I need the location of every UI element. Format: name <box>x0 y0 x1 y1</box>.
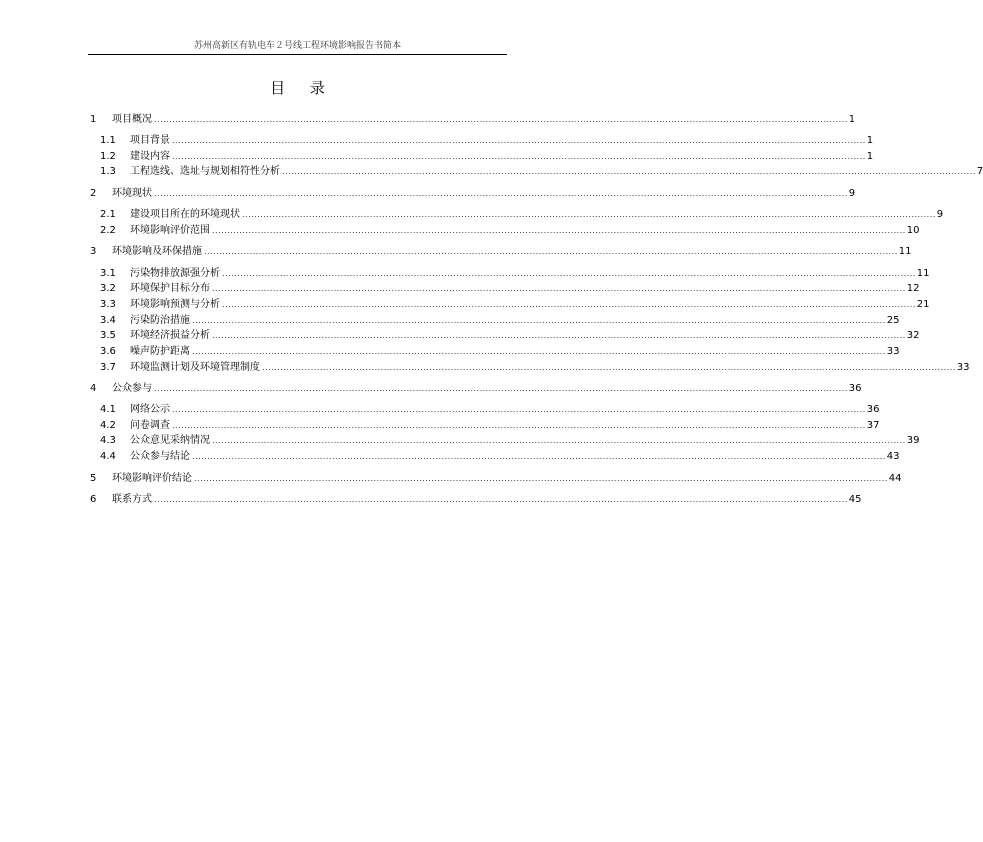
toc-dot-leader: .................................................................................................................................................................................................................................... <box>262 363 956 372</box>
toc-entry-number: 4.1 <box>100 404 116 415</box>
toc-entry[interactable] <box>90 281 920 295</box>
toc-entry-page-number: 9 <box>936 209 944 220</box>
toc-dot-leader: .................................................................................................................................................................................................................................... <box>192 316 886 325</box>
toc-entry-page-number: 12 <box>906 283 920 294</box>
toc-entry-label: 环境影响评价范围 <box>130 225 210 236</box>
toc-entry-number: 1 <box>90 114 97 125</box>
toc-entry-number: 1.3 <box>100 166 116 177</box>
toc-entry-page-number: 1 <box>848 114 856 125</box>
toc-entry-number: 4.2 <box>100 420 116 431</box>
toc-entry-number: 4 <box>90 383 97 394</box>
toc-entry[interactable] <box>90 360 970 374</box>
toc-dot-leader: .................................................................................................................................................................................................................................... <box>154 495 848 504</box>
toc-entry-label: 公众意见采纳情况 <box>130 435 210 446</box>
toc-entry[interactable] <box>90 449 900 463</box>
toc-entry-label: 环境影响评价结论 <box>112 473 192 484</box>
toc-entry[interactable] <box>90 133 874 147</box>
toc-entry-number: 2.2 <box>100 225 116 236</box>
toc-dot-leader: .................................................................................................................................................................................................................................... <box>212 226 906 235</box>
toc-entry[interactable] <box>90 112 856 126</box>
toc-entry[interactable] <box>90 492 862 506</box>
toc-entry[interactable] <box>90 344 900 358</box>
toc-dot-leader: .................................................................................................................................................................................................................................... <box>212 436 906 445</box>
toc-entry-label: 项目概况 <box>112 114 152 125</box>
toc-dot-leader: .................................................................................................................................................................................................................................... <box>282 167 976 176</box>
toc-entry[interactable] <box>90 164 983 178</box>
toc-entry[interactable] <box>90 186 856 200</box>
toc-entry-label: 环境现状 <box>112 188 152 199</box>
toc-entry-number: 4.4 <box>100 451 116 462</box>
table-of-contents <box>90 0 983 842</box>
toc-dot-leader: .................................................................................................................................................................................................................................... <box>172 421 866 430</box>
toc-entry-number: 6 <box>90 494 97 505</box>
toc-entry[interactable] <box>90 433 920 447</box>
toc-entry-page-number: 43 <box>886 451 900 462</box>
toc-dot-leader: .................................................................................................................................................................................................................................... <box>212 284 906 293</box>
toc-entry-number: 3.5 <box>100 330 116 341</box>
toc-entry-page-number: 7 <box>976 166 983 177</box>
toc-entry[interactable] <box>90 313 900 327</box>
toc-entry-number: 5 <box>90 473 97 484</box>
toc-dot-leader: .................................................................................................................................................................................................................................... <box>242 210 936 219</box>
toc-entry-label: 工程选线、选址与规划相符性分析 <box>130 166 280 177</box>
toc-entry-page-number: 36 <box>848 383 862 394</box>
toc-dot-leader: .................................................................................................................................................................................................................................... <box>212 331 906 340</box>
toc-entry-label: 建设项目所在的环境现状 <box>130 209 240 220</box>
toc-entry-page-number: 11 <box>898 246 912 257</box>
toc-entry-label: 环境保护目标分布 <box>130 283 210 294</box>
toc-entry[interactable] <box>90 244 912 258</box>
toc-dot-leader: .................................................................................................................................................................................................................................... <box>172 405 866 414</box>
toc-entry-page-number: 44 <box>888 473 902 484</box>
toc-entry-number: 3.7 <box>100 362 116 373</box>
toc-dot-leader: .................................................................................................................................................................................................................................... <box>154 384 848 393</box>
toc-dot-leader: .................................................................................................................................................................................................................................... <box>192 347 886 356</box>
toc-entry-page-number: 25 <box>886 315 900 326</box>
toc-entry-page-number: 33 <box>886 346 900 357</box>
toc-entry-page-number: 33 <box>956 362 970 373</box>
toc-entry-number: 4.3 <box>100 435 116 446</box>
toc-entry-number: 2 <box>90 188 97 199</box>
toc-entry-number: 3.4 <box>100 315 116 326</box>
toc-dot-leader: .................................................................................................................................................................................................................................... <box>204 247 898 256</box>
toc-entry-label: 公众参与 <box>112 383 152 394</box>
toc-entry-page-number: 9 <box>848 188 856 199</box>
toc-entry-number: 1.2 <box>100 151 116 162</box>
toc-entry-label: 项目背景 <box>130 135 170 146</box>
toc-dot-leader: .................................................................................................................................................................................................................................... <box>172 136 866 145</box>
toc-entry[interactable] <box>90 402 880 416</box>
toc-entry-number: 3 <box>90 246 97 257</box>
toc-dot-leader: .................................................................................................................................................................................................................................... <box>172 152 866 161</box>
toc-entry-page-number: 21 <box>916 299 930 310</box>
toc-entry-number: 3.3 <box>100 299 116 310</box>
toc-entry[interactable] <box>90 297 930 311</box>
toc-entry-page-number: 45 <box>848 494 862 505</box>
toc-entry-number: 2.1 <box>100 209 116 220</box>
toc-entry-page-number: 36 <box>866 404 880 415</box>
toc-entry-label: 污染物排放源强分析 <box>130 268 220 279</box>
toc-entry-label: 建设内容 <box>130 151 170 162</box>
toc-entry-page-number: 32 <box>906 330 920 341</box>
toc-dot-leader: .................................................................................................................................................................................................................................... <box>154 115 848 124</box>
toc-entry-label: 环境监测计划及环境管理制度 <box>130 362 260 373</box>
toc-entry-page-number: 1 <box>866 135 874 146</box>
toc-entry-label: 环境影响预测与分析 <box>130 299 220 310</box>
toc-entry-number: 3.1 <box>100 268 116 279</box>
toc-entry-number: 3.2 <box>100 283 116 294</box>
toc-dot-leader: .................................................................................................................................................................................................................................... <box>222 300 916 309</box>
toc-entry[interactable] <box>90 223 920 237</box>
toc-entry[interactable] <box>90 471 902 485</box>
toc-entry-label: 网络公示 <box>130 404 170 415</box>
toc-title: 目 录 <box>270 79 335 97</box>
toc-entry-label: 问卷调查 <box>130 420 170 431</box>
toc-entry[interactable] <box>90 266 930 280</box>
toc-entry-label: 环境经济损益分析 <box>130 330 210 341</box>
toc-entry[interactable] <box>90 207 944 221</box>
toc-entry[interactable] <box>90 328 920 342</box>
toc-dot-leader: .................................................................................................................................................................................................................................... <box>192 452 886 461</box>
toc-entry-page-number: 37 <box>866 420 880 431</box>
toc-entry[interactable] <box>90 418 880 432</box>
toc-dot-leader: .................................................................................................................................................................................................................................... <box>194 474 888 483</box>
toc-entry-page-number: 10 <box>906 225 920 236</box>
toc-entry-page-number: 11 <box>916 268 930 279</box>
toc-entry-label: 环境影响及环保措施 <box>112 246 202 257</box>
toc-entry-label: 污染防治措施 <box>130 315 190 326</box>
toc-entry-page-number: 39 <box>906 435 920 446</box>
toc-dot-leader: .................................................................................................................................................................................................................................... <box>154 189 848 198</box>
toc-entry-label: 公众参与结论 <box>130 451 190 462</box>
running-header: 苏州高新区有轨电车２号线工程环境影响报告书简本 <box>193 41 401 51</box>
toc-entry-label: 联系方式 <box>112 494 152 505</box>
toc-dot-leader: .................................................................................................................................................................................................................................... <box>222 269 916 278</box>
toc-entry-label: 噪声防护距离 <box>130 346 190 357</box>
toc-entry-page-number: 1 <box>866 151 874 162</box>
toc-entry-number: 1.1 <box>100 135 116 146</box>
toc-entry[interactable] <box>90 149 874 163</box>
toc-entry[interactable] <box>90 381 862 395</box>
toc-entry-number: 3.6 <box>100 346 116 357</box>
